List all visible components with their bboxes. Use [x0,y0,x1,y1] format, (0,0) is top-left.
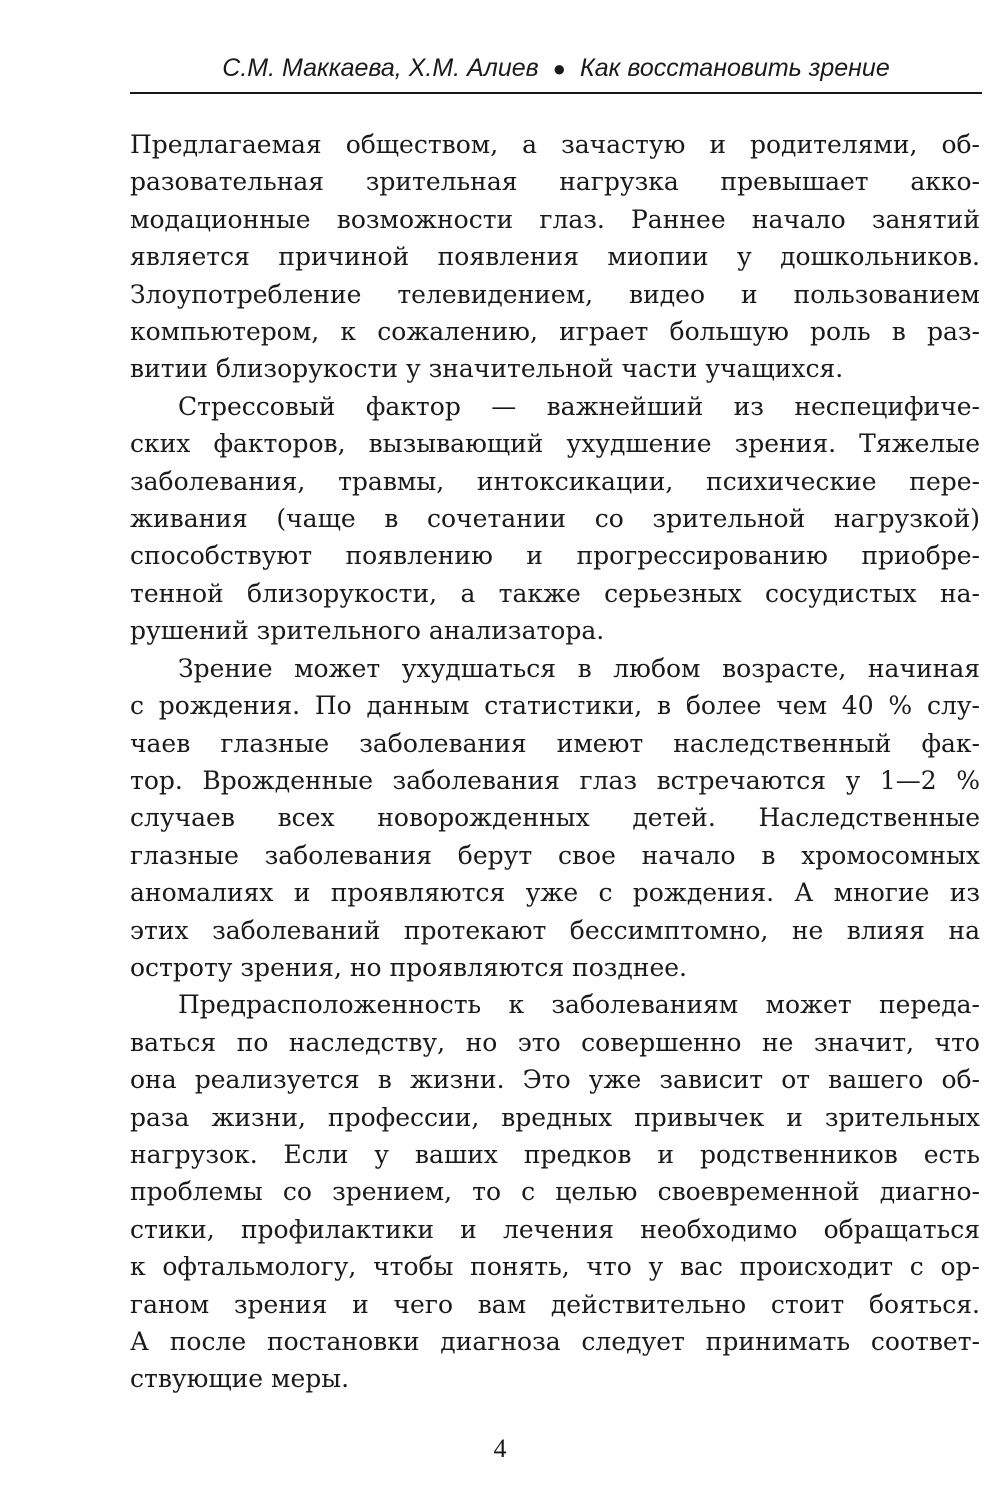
text-line: Предлагаемая обществом, а зачастую и родителями, об- [130,130,980,159]
text-line: ских факторов, вызывающий ухудшение зрения. Тяжелые [130,429,980,459]
text-line: витии близорукости у значительной части учащихся. [130,354,844,384]
header-book-title: Как восстановить зрение [579,54,890,82]
text-line: к офтальмологу, чтобы понять, что у вас происходит с ор- [130,1252,980,1282]
text-line: проблемы со зрением, то с целью своевременной диагно- [130,1177,980,1207]
text-line: Стрессовый фактор — важнейший из неспецифиче- [178,391,980,421]
text-line: Зрение может ухудшаться в любом возрасте, начиная [178,653,980,683]
body-text [130,126,980,1398]
text-line: остроту зрения, но проявляются позднее. [130,952,687,982]
text-line: способствуют появлению и прогрессированию приобре- [130,541,980,571]
text-line: тенной близорукости, а также серьезных сосудистых на- [130,578,980,608]
text-line: разовательная зрительная нагрузка превышает акко- [130,167,980,197]
header-bullet-icon: ● [552,56,566,81]
text-line: глазные заболевания берут свое начало в хромосомных [130,840,980,870]
text-line: она реализуется в жизни. Это уже зависит от вашего об- [130,1065,980,1095]
text-line: живания (чаще в сочетании со зрительной нагрузкой) [130,504,980,534]
paragraph-4 [130,986,980,1397]
paragraph-2 [130,388,980,650]
text-line: Злоупотребление телевидением, видео и пользованием [130,279,980,309]
text-line: Предрасположенность к заболеваниям может переда- [178,990,980,1020]
header-authors: С.М. Маккаева, Х.М. Алиев [222,54,539,82]
paragraph-1 [130,126,980,388]
text-line: с рождения. По данным статистики, в более чем 40 % слу- [130,691,980,721]
text-line: стики, профилактики и лечения необходимо обращаться [130,1214,980,1244]
paragraph-3 [130,650,980,987]
text-line: чаев глазные заболевания имеют наследственный фак- [130,728,980,758]
text-line: тор. Врожденные заболевания глаз встречаются у 1—2 % [130,765,980,795]
text-line: заболевания, травмы, интоксикации, психические пере- [130,466,980,496]
text-line: рушений зрительного анализатора. [130,616,605,646]
running-header [130,50,982,94]
text-line: ваться по наследству, но это совершенно не значит, что [130,1027,980,1057]
text-line: раза жизни, профессии, вредных привычек и зрительных [130,1102,980,1132]
text-line: аномалиях и проявляются уже с рождения. А многие из [130,878,980,908]
text-line: А после постановки диагноза следует принимать соответ- [130,1327,980,1356]
text-line: нагрузок. Если у ваших предков и родственников есть [130,1139,980,1169]
text-line: компьютером, к сожалению, играет большую роль в раз- [130,317,980,347]
text-line: модационные возможности глаз. Раннее начало занятий [130,204,980,234]
text-line: этих заболеваний протекают бессимптомно, не влияя на [130,915,980,945]
text-line: случаев всех новорожденных детей. Наследственные [130,803,980,833]
text-line: ствующие меры. [130,1364,350,1394]
page-number: 4 [493,1434,507,1463]
text-line: ганом зрения и чего вам действительно стоит бояться. [130,1289,980,1319]
text-line: является причиной появления миопии у дошкольников. [130,242,980,272]
